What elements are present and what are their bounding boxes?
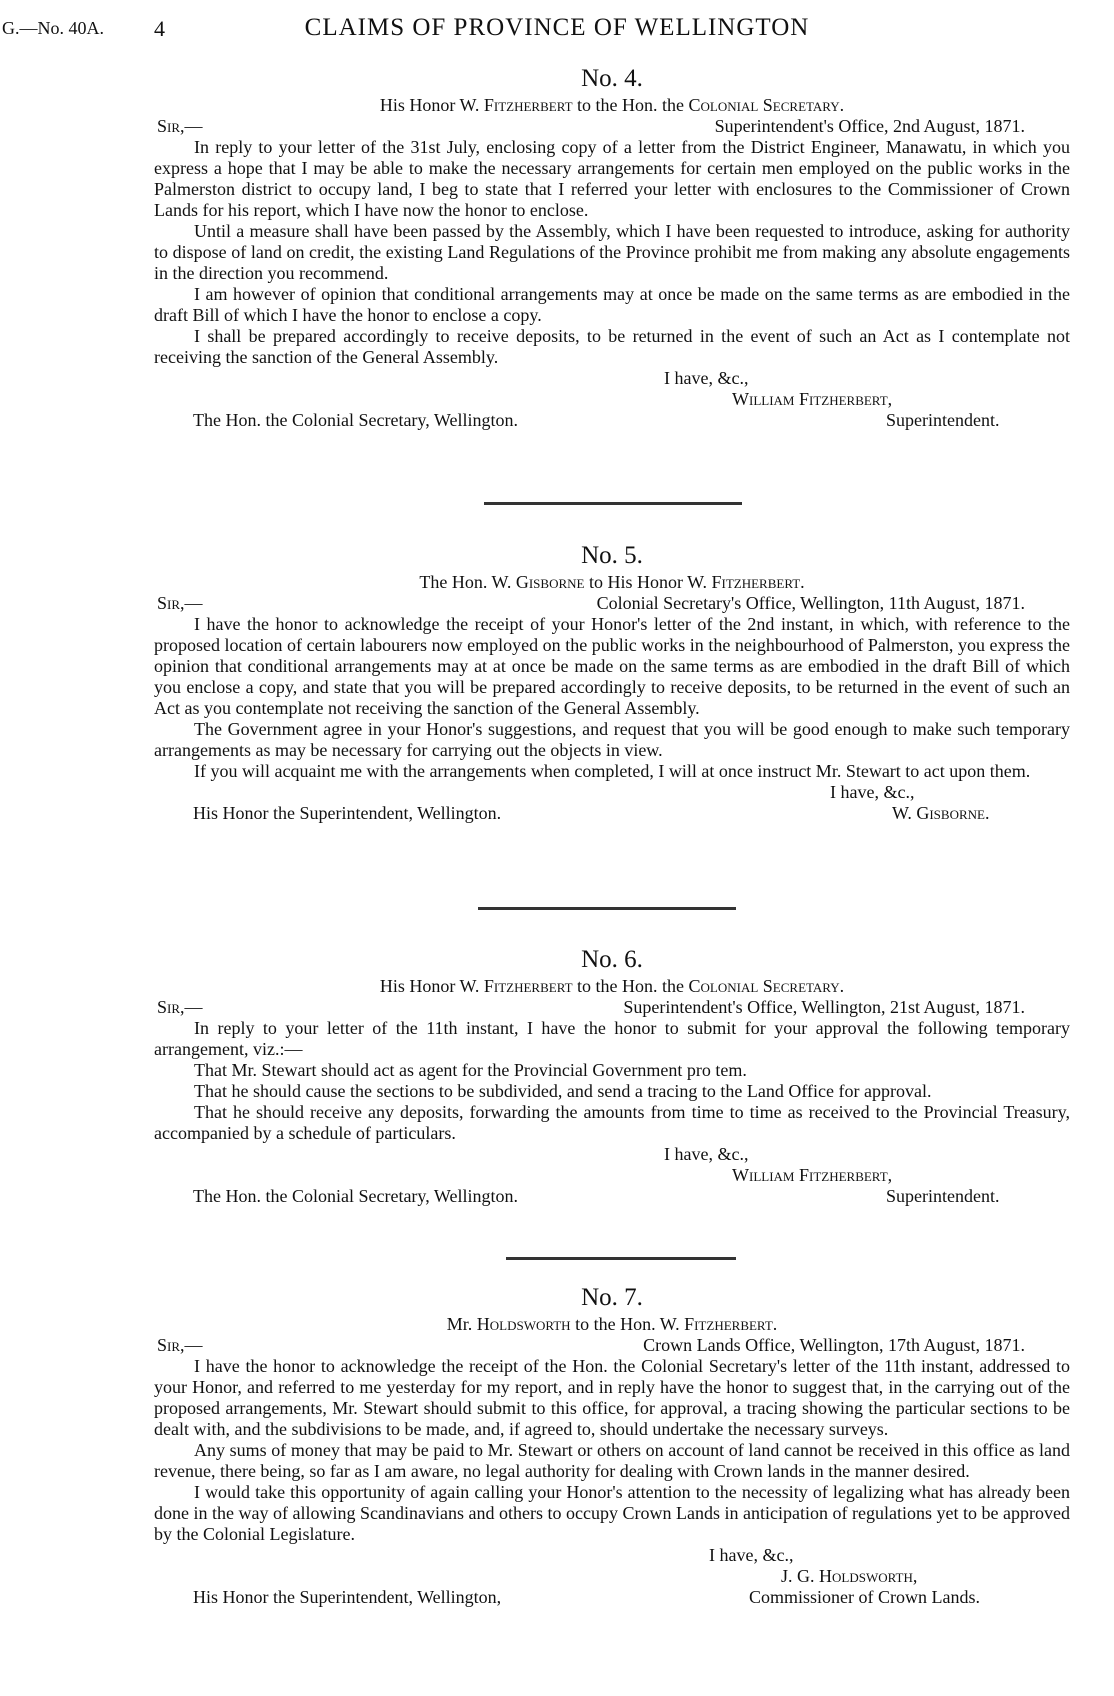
section-divider bbox=[506, 1257, 736, 1260]
signature: W. Gisborne. bbox=[892, 803, 990, 823]
paragraph: Until a measure shall have been passed by the Assembly, which I have been requested to introduce, asking for authority to dispose of land on credit, the existing Land Regulations of the Province prohibit me from making any absolute engagements in the direction you recommend. bbox=[154, 221, 1070, 283]
salutation-line bbox=[154, 1335, 1070, 1356]
salutation: Sir,— bbox=[157, 1335, 203, 1355]
closing: I have, &c., bbox=[664, 368, 749, 388]
letter-number: No. 5. bbox=[581, 542, 643, 569]
letter-from-to: His Honor W. Fitzherbert to the Hon. the Colonial Secretary. bbox=[379, 976, 845, 996]
paragraph: In reply to your letter of the 11th instant, I have the honor to submit for your approval the following temporary arrangement, viz.:— bbox=[154, 1018, 1070, 1059]
letter-from-to: The Hon. W. Gisborne to His Honor W. Fitzherbert. bbox=[419, 572, 805, 592]
salutation: Sir,— bbox=[157, 116, 203, 136]
section-divider bbox=[484, 502, 742, 505]
salutation-line bbox=[154, 593, 1070, 614]
addressee: The Hon. the Colonial Secretary, Wellington. bbox=[193, 410, 518, 430]
paragraph: That Mr. Stewart should act as agent for the Provincial Government pro tem. bbox=[194, 1060, 747, 1080]
signatory-title: Superintendent. bbox=[886, 410, 1000, 430]
closing: I have, &c., bbox=[664, 1144, 749, 1164]
paragraph: The Government agree in your Honor's suggestions, and request that you will be good enough to make such temporary arrangements as may be necessary for carrying out the objects in view. bbox=[154, 719, 1070, 760]
salutation: Sir,— bbox=[157, 593, 203, 613]
closing: I have, &c., bbox=[830, 782, 915, 802]
paragraph: I am however of opinion that conditional arrangements may at once be made on the same terms as are embodied in the draft Bill of which I have the honor to enclose a copy. bbox=[154, 284, 1070, 325]
salutation: Sir,— bbox=[157, 997, 203, 1017]
office-date: Superintendent's Office, 2nd August, 1871. bbox=[714, 116, 1025, 136]
section-divider bbox=[478, 907, 736, 910]
paragraph: In reply to your letter of the 31st July, enclosing copy of a letter from the District Engineer, Manawatu, in which you express a hope that I may be able to make the necessary arrangements for certain men employed on the public works in the Palmerston district to occupy land, I beg to state that I referred your letter with enclosures to the Commissioner of Crown Lands for his report, which I have now the honor to enclose. bbox=[154, 137, 1070, 220]
paragraph: I shall be prepared accordingly to receive deposits, to be returned in the event of such an Act as I contemplate not receiving the sanction of the General Assembly. bbox=[154, 326, 1070, 367]
signature: William Fitzherbert, bbox=[732, 389, 893, 409]
paragraph: I would take this opportunity of again calling your Honor's attention to the necessity of legalizing what has already been done in the way of allowing Scandinavians and others to occupy Crown Lands in anticipation of regulations yet to be approved by the Colonial Legislature. bbox=[154, 1482, 1070, 1544]
addressee: His Honor the Superintendent, Wellington, bbox=[193, 1587, 502, 1607]
page-title: CLAIMS OF PROVINCE OF WELLINGTON bbox=[304, 14, 810, 41]
letter-no-6 bbox=[154, 945, 1070, 1207]
letter-from-to: His Honor W. Fitzherbert to the Hon. the Colonial Secretary. bbox=[379, 95, 845, 115]
signatory-title: Superintendent. bbox=[886, 1186, 1000, 1206]
letter-number: No. 4. bbox=[581, 65, 643, 92]
document-reference: G.—No. 40A. bbox=[2, 18, 104, 38]
office-date: Crown Lands Office, Wellington, 17th August, 1871. bbox=[643, 1335, 1025, 1355]
signatory-title: Commissioner of Crown Lands. bbox=[749, 1587, 980, 1607]
letter-no-5 bbox=[154, 541, 1070, 824]
paragraph: Any sums of money that may be paid to Mr. Stewart or others on account of land cannot be received in this office as land revenue, there being, so far as I am aware, no legal authority for dealing with Crown lands in the manner desired. bbox=[154, 1440, 1070, 1481]
addressee: The Hon. the Colonial Secretary, Wellington. bbox=[193, 1186, 518, 1206]
letter-number: No. 6. bbox=[581, 946, 643, 973]
letter-from-to: Mr. Holdsworth to the Hon. W. Fitzherbert. bbox=[446, 1314, 778, 1334]
letter-number: No. 7. bbox=[581, 1284, 643, 1311]
closing: I have, &c., bbox=[709, 1545, 794, 1565]
page-number: 4 bbox=[154, 16, 165, 41]
signature: J. G. Holdsworth, bbox=[781, 1566, 918, 1586]
paragraph: I have the honor to acknowledge the receipt of the Hon. the Colonial Secretary's letter of the 11th instant, addressed to your Honor, and referred to me yesterday for my report, and in reply have the honor to suggest that, in the carrying out of the proposed arrangements, Mr. Stewart should submit to this office, for approval, a tracing showing the particular sections to be dealt with, and the subdivisions to be made, and, if agreed to, should undertake the necessary surveys. bbox=[154, 1356, 1070, 1439]
office-date: Superintendent's Office, Wellington, 21st August, 1871. bbox=[623, 997, 1025, 1017]
letter-no-4 bbox=[154, 64, 1070, 431]
salutation-line bbox=[154, 997, 1070, 1018]
paragraph: That he should cause the sections to be subdivided, and send a tracing to the Land Office for approval. bbox=[194, 1081, 932, 1101]
paragraph: That he should receive any deposits, forwarding the amounts from time to time as received to the Provincial Treasury, accompanied by a schedule of particulars. bbox=[154, 1102, 1070, 1143]
addressee: His Honor the Superintendent, Wellington. bbox=[193, 803, 502, 823]
paragraph: If you will acquaint me with the arrangements when completed, I will at once instruct Mr. Stewart to act upon them. bbox=[194, 761, 1031, 781]
salutation-line bbox=[154, 116, 1070, 137]
office-date: Colonial Secretary's Office, Wellington, 11th August, 1871. bbox=[596, 593, 1025, 613]
paragraph: I have the honor to acknowledge the receipt of your Honor's letter of the 2nd instant, in which, with reference to the proposed location of certain labourers now employed on the public works in the neighbourhood of Palmerston, you express the opinion that conditional arrangements may at at once be made on the same terms as are embodied in the draft Bill of which you enclose a copy, and state that you will be prepared accordingly to receive deposits, to be returned in the event of such an Act as you contemplate not receiving the sanction of the General Assembly. bbox=[154, 614, 1070, 718]
signature: William Fitzherbert, bbox=[732, 1165, 893, 1185]
letter-no-7 bbox=[154, 1283, 1070, 1608]
